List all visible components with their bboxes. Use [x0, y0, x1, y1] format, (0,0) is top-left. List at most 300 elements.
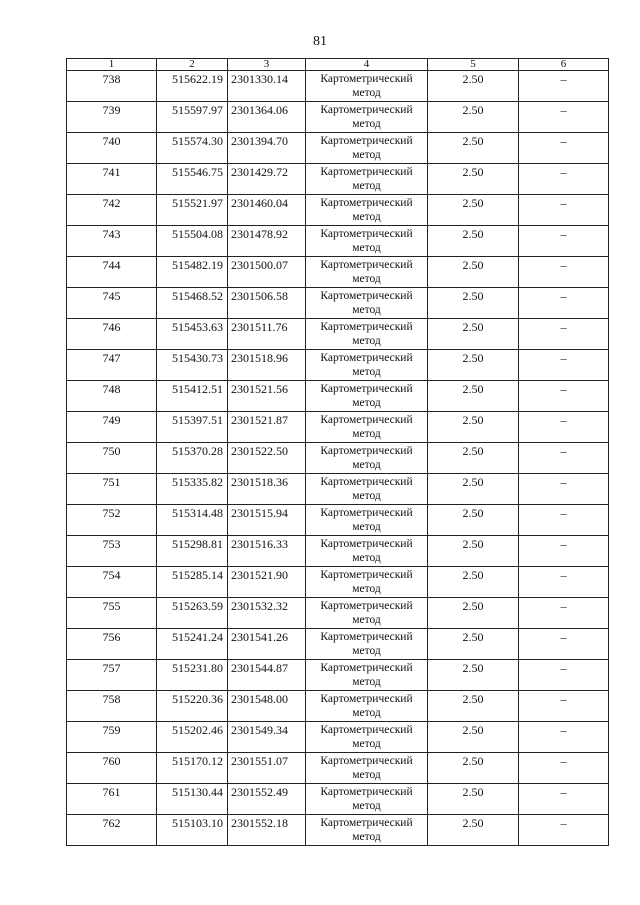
method-line-1: Картометрический [320, 817, 413, 829]
y-coordinate-cell [228, 133, 306, 164]
note-cell [519, 567, 609, 598]
column-header-2: 2 [157, 59, 228, 71]
note-cell [519, 691, 609, 722]
y-coordinate-cell [228, 505, 306, 536]
y-coordinate-cell [228, 691, 306, 722]
note-cell [519, 71, 609, 102]
y-coordinate: 2301511.76 [231, 320, 288, 334]
error-cell [428, 412, 519, 443]
y-coordinate-cell [228, 753, 306, 784]
note-value: – [560, 413, 567, 427]
point-number-cell [67, 815, 157, 846]
note-value: – [560, 475, 567, 489]
x-coordinate-cell [157, 71, 228, 102]
x-coordinate: 515263.59 [172, 599, 223, 613]
point-number: 760 [102, 754, 121, 768]
point-number: 743 [102, 227, 121, 241]
method-line-2: метод [352, 180, 381, 192]
note-cell [519, 660, 609, 691]
note-value: – [560, 537, 567, 551]
method-line-1: Картометрический [320, 104, 413, 116]
y-coordinate: 2301394.70 [231, 134, 288, 148]
table-row [67, 629, 609, 660]
point-number: 742 [102, 196, 121, 210]
method-line-2: метод [352, 335, 381, 347]
y-coordinate-cell [228, 319, 306, 350]
note-cell [519, 753, 609, 784]
y-coordinate-cell [228, 102, 306, 133]
error-value: 2.50 [462, 692, 484, 706]
table-row [67, 257, 609, 288]
error-cell [428, 784, 519, 815]
note-value: – [560, 506, 567, 520]
method-line-1: Картометрический [320, 228, 413, 240]
method-line-1: Картометрический [320, 507, 413, 519]
method-line-2: метод [352, 273, 381, 285]
error-cell [428, 722, 519, 753]
x-coordinate: 515430.73 [172, 351, 223, 365]
method-line-2: метод [352, 769, 381, 781]
note-cell [519, 412, 609, 443]
method-line-2: метод [352, 397, 381, 409]
note-cell [519, 102, 609, 133]
y-coordinate-cell [228, 536, 306, 567]
error-value: 2.50 [462, 165, 484, 179]
point-number-cell [67, 443, 157, 474]
point-number: 747 [102, 351, 121, 365]
method-line-1: Картометрический [320, 135, 413, 147]
method-line-2: метод [352, 583, 381, 595]
column-header-3: 3 [228, 59, 306, 71]
x-coordinate-cell [157, 257, 228, 288]
table-row [67, 474, 609, 505]
x-coordinate-cell [157, 412, 228, 443]
method-line-2: метод [352, 459, 381, 471]
x-coordinate: 515468.52 [172, 289, 223, 303]
note-cell [519, 629, 609, 660]
x-coordinate: 515370.28 [172, 444, 223, 458]
y-coordinate: 2301500.07 [231, 258, 288, 272]
note-value: – [560, 444, 567, 458]
method-line-1: Картометрический [320, 197, 413, 209]
point-number: 750 [102, 444, 121, 458]
y-coordinate: 2301515.94 [231, 506, 288, 520]
error-value: 2.50 [462, 227, 484, 241]
note-value: – [560, 661, 567, 675]
note-cell [519, 474, 609, 505]
y-coordinate: 2301544.87 [231, 661, 288, 675]
y-coordinate: 2301506.58 [231, 289, 288, 303]
coordinates-table [66, 58, 609, 846]
column-header-4: 4 [306, 59, 428, 71]
error-cell [428, 226, 519, 257]
table-row [67, 691, 609, 722]
method-cell [306, 567, 428, 598]
error-value: 2.50 [462, 134, 484, 148]
table-header [67, 59, 609, 71]
y-coordinate-cell [228, 629, 306, 660]
column-header-5: 5 [428, 59, 519, 71]
point-number: 746 [102, 320, 121, 334]
error-value: 2.50 [462, 475, 484, 489]
note-cell [519, 226, 609, 257]
note-value: – [560, 320, 567, 334]
method-line-1: Картометрический [320, 631, 413, 643]
note-value: – [560, 227, 567, 241]
y-coordinate-cell [228, 350, 306, 381]
note-cell [519, 598, 609, 629]
table-row [67, 536, 609, 567]
method-cell [306, 784, 428, 815]
table-row [67, 660, 609, 691]
error-value: 2.50 [462, 413, 484, 427]
y-coordinate: 2301521.90 [231, 568, 288, 582]
y-coordinate-cell [228, 567, 306, 598]
point-number: 739 [102, 103, 121, 117]
method-line-1: Картометрический [320, 414, 413, 426]
table-row [67, 164, 609, 195]
note-value: – [560, 630, 567, 644]
error-value: 2.50 [462, 599, 484, 613]
error-cell [428, 133, 519, 164]
x-coordinate-cell [157, 598, 228, 629]
point-number-cell [67, 598, 157, 629]
table-row [67, 319, 609, 350]
y-coordinate: 2301478.92 [231, 227, 288, 241]
y-coordinate: 2301532.32 [231, 599, 288, 613]
method-line-1: Картометрический [320, 383, 413, 395]
method-line-2: метод [352, 242, 381, 254]
point-number: 761 [102, 785, 121, 799]
y-coordinate-cell [228, 195, 306, 226]
method-line-2: метод [352, 707, 381, 719]
note-value: – [560, 134, 567, 148]
method-line-1: Картометрический [320, 755, 413, 767]
method-cell [306, 381, 428, 412]
y-coordinate-cell [228, 412, 306, 443]
note-value: – [560, 258, 567, 272]
y-coordinate: 2301552.49 [231, 785, 288, 799]
y-coordinate-cell [228, 71, 306, 102]
x-coordinate: 515574.30 [172, 134, 223, 148]
point-number: 745 [102, 289, 121, 303]
x-coordinate: 515622.19 [172, 72, 223, 86]
table-row [67, 567, 609, 598]
error-cell [428, 629, 519, 660]
method-line-1: Картометрический [320, 476, 413, 488]
error-cell [428, 691, 519, 722]
note-cell [519, 164, 609, 195]
method-cell [306, 536, 428, 567]
x-coordinate-cell [157, 164, 228, 195]
note-value: – [560, 196, 567, 210]
y-coordinate-cell [228, 722, 306, 753]
error-value: 2.50 [462, 754, 484, 768]
method-cell [306, 722, 428, 753]
error-value: 2.50 [462, 444, 484, 458]
error-cell [428, 598, 519, 629]
y-coordinate-cell [228, 257, 306, 288]
method-cell [306, 195, 428, 226]
note-cell [519, 505, 609, 536]
method-line-1: Картометрический [320, 693, 413, 705]
error-cell [428, 567, 519, 598]
method-line-2: метод [352, 428, 381, 440]
x-coordinate-cell [157, 753, 228, 784]
method-line-2: метод [352, 645, 381, 657]
x-coordinate-cell [157, 474, 228, 505]
x-coordinate: 515521.97 [172, 196, 223, 210]
y-coordinate-cell [228, 598, 306, 629]
x-coordinate: 515412.51 [172, 382, 223, 396]
x-coordinate: 515335.82 [172, 475, 223, 489]
y-coordinate: 2301548.00 [231, 692, 288, 706]
x-coordinate-cell [157, 443, 228, 474]
method-line-2: метод [352, 831, 381, 843]
x-coordinate-cell [157, 629, 228, 660]
y-coordinate-cell [228, 226, 306, 257]
method-cell [306, 288, 428, 319]
note-value: – [560, 816, 567, 830]
table-row [67, 505, 609, 536]
error-value: 2.50 [462, 320, 484, 334]
method-line-2: метод [352, 800, 381, 812]
method-cell [306, 133, 428, 164]
note-cell [519, 536, 609, 567]
x-coordinate: 515298.81 [172, 537, 223, 551]
note-cell [519, 815, 609, 846]
point-number-cell [67, 412, 157, 443]
method-line-2: метод [352, 521, 381, 533]
method-cell [306, 412, 428, 443]
point-number-cell [67, 722, 157, 753]
y-coordinate: 2301330.14 [231, 72, 288, 86]
x-coordinate: 515314.48 [172, 506, 223, 520]
x-coordinate: 515170.12 [172, 754, 223, 768]
method-line-2: метод [352, 149, 381, 161]
note-value: – [560, 723, 567, 737]
point-number-cell [67, 319, 157, 350]
error-cell [428, 288, 519, 319]
x-coordinate-cell [157, 815, 228, 846]
y-coordinate-cell [228, 660, 306, 691]
y-coordinate: 2301429.72 [231, 165, 288, 179]
method-cell [306, 350, 428, 381]
x-coordinate: 515285.14 [172, 568, 223, 582]
error-cell [428, 815, 519, 846]
y-coordinate-cell [228, 784, 306, 815]
point-number-cell [67, 133, 157, 164]
method-cell [306, 691, 428, 722]
table-row [67, 195, 609, 226]
point-number: 757 [102, 661, 121, 675]
x-coordinate: 515453.63 [172, 320, 223, 334]
method-cell [306, 443, 428, 474]
y-coordinate: 2301521.56 [231, 382, 288, 396]
error-value: 2.50 [462, 258, 484, 272]
y-coordinate: 2301518.96 [231, 351, 288, 365]
method-line-1: Картометрический [320, 786, 413, 798]
x-coordinate: 515546.75 [172, 165, 223, 179]
note-value: – [560, 692, 567, 706]
method-line-1: Картометрический [320, 445, 413, 457]
note-value: – [560, 754, 567, 768]
note-value: – [560, 599, 567, 613]
error-cell [428, 660, 519, 691]
x-coordinate-cell [157, 102, 228, 133]
error-value: 2.50 [462, 382, 484, 396]
point-number-cell [67, 288, 157, 319]
note-cell [519, 443, 609, 474]
method-line-1: Картометрический [320, 724, 413, 736]
point-number-cell [67, 691, 157, 722]
x-coordinate-cell [157, 381, 228, 412]
error-value: 2.50 [462, 351, 484, 365]
error-value: 2.50 [462, 289, 484, 303]
point-number-cell [67, 102, 157, 133]
x-coordinate-cell [157, 133, 228, 164]
method-cell [306, 598, 428, 629]
x-coordinate: 515597.97 [172, 103, 223, 117]
error-cell [428, 195, 519, 226]
error-value: 2.50 [462, 537, 484, 551]
note-cell [519, 319, 609, 350]
note-cell [519, 288, 609, 319]
point-number: 744 [102, 258, 121, 272]
x-coordinate-cell [157, 505, 228, 536]
table-row [67, 722, 609, 753]
error-cell [428, 443, 519, 474]
x-coordinate-cell [157, 691, 228, 722]
x-coordinate: 515103.10 [172, 816, 223, 830]
x-coordinate-cell [157, 660, 228, 691]
point-number-cell [67, 629, 157, 660]
x-coordinate: 515241.24 [172, 630, 223, 644]
method-cell [306, 226, 428, 257]
point-number-cell [67, 164, 157, 195]
x-coordinate-cell [157, 319, 228, 350]
x-coordinate-cell [157, 536, 228, 567]
note-value: – [560, 351, 567, 365]
note-cell [519, 133, 609, 164]
method-line-1: Картометрический [320, 600, 413, 612]
note-value: – [560, 165, 567, 179]
method-cell [306, 629, 428, 660]
method-line-1: Картометрический [320, 662, 413, 674]
y-coordinate-cell [228, 381, 306, 412]
point-number: 749 [102, 413, 121, 427]
point-number: 741 [102, 165, 121, 179]
error-value: 2.50 [462, 506, 484, 520]
error-value: 2.50 [462, 816, 484, 830]
x-coordinate-cell [157, 784, 228, 815]
error-value: 2.50 [462, 568, 484, 582]
x-coordinate-cell [157, 722, 228, 753]
error-cell [428, 257, 519, 288]
method-line-1: Картометрический [320, 290, 413, 302]
table-row [67, 598, 609, 629]
note-cell [519, 381, 609, 412]
y-coordinate: 2301541.26 [231, 630, 288, 644]
error-cell [428, 350, 519, 381]
method-line-1: Картометрический [320, 538, 413, 550]
header-row [67, 59, 609, 71]
note-value: – [560, 103, 567, 117]
table-row [67, 412, 609, 443]
page-number: 81 [313, 34, 327, 49]
point-number: 754 [102, 568, 121, 582]
method-line-2: метод [352, 87, 381, 99]
method-line-2: метод [352, 676, 381, 688]
method-cell [306, 660, 428, 691]
x-coordinate: 515220.36 [172, 692, 223, 706]
error-cell [428, 505, 519, 536]
x-coordinate: 515397.51 [172, 413, 223, 427]
method-cell [306, 164, 428, 195]
y-coordinate: 2301551.07 [231, 754, 288, 768]
point-number: 755 [102, 599, 121, 613]
note-cell [519, 722, 609, 753]
table-row [67, 753, 609, 784]
method-cell [306, 71, 428, 102]
method-line-1: Картометрический [320, 259, 413, 271]
error-cell [428, 102, 519, 133]
method-cell [306, 319, 428, 350]
method-line-2: метод [352, 211, 381, 223]
method-line-1: Картометрический [320, 166, 413, 178]
point-number: 751 [102, 475, 121, 489]
x-coordinate-cell [157, 288, 228, 319]
error-value: 2.50 [462, 103, 484, 117]
method-cell [306, 102, 428, 133]
y-coordinate: 2301522.50 [231, 444, 288, 458]
method-line-2: метод [352, 552, 381, 564]
note-cell [519, 195, 609, 226]
y-coordinate-cell [228, 443, 306, 474]
point-number-cell [67, 195, 157, 226]
x-coordinate-cell [157, 195, 228, 226]
table-row [67, 443, 609, 474]
point-number: 738 [102, 72, 121, 86]
method-line-1: Картометрический [320, 569, 413, 581]
table-body [67, 71, 609, 846]
y-coordinate: 2301460.04 [231, 196, 288, 210]
method-line-1: Картометрический [320, 73, 413, 85]
error-value: 2.50 [462, 785, 484, 799]
table-row [67, 71, 609, 102]
note-value: – [560, 289, 567, 303]
x-coordinate-cell [157, 350, 228, 381]
point-number-cell [67, 474, 157, 505]
method-cell [306, 815, 428, 846]
y-coordinate: 2301521.87 [231, 413, 288, 427]
table-row [67, 133, 609, 164]
point-number-cell [67, 257, 157, 288]
point-number: 762 [102, 816, 121, 830]
point-number: 759 [102, 723, 121, 737]
error-cell [428, 474, 519, 505]
point-number-cell [67, 567, 157, 598]
point-number: 753 [102, 537, 121, 551]
point-number: 740 [102, 134, 121, 148]
y-coordinate: 2301518.36 [231, 475, 288, 489]
method-line-2: метод [352, 614, 381, 626]
method-line-1: Картометрический [320, 352, 413, 364]
method-line-2: метод [352, 118, 381, 130]
error-cell [428, 381, 519, 412]
error-cell [428, 164, 519, 195]
method-line-2: метод [352, 738, 381, 750]
